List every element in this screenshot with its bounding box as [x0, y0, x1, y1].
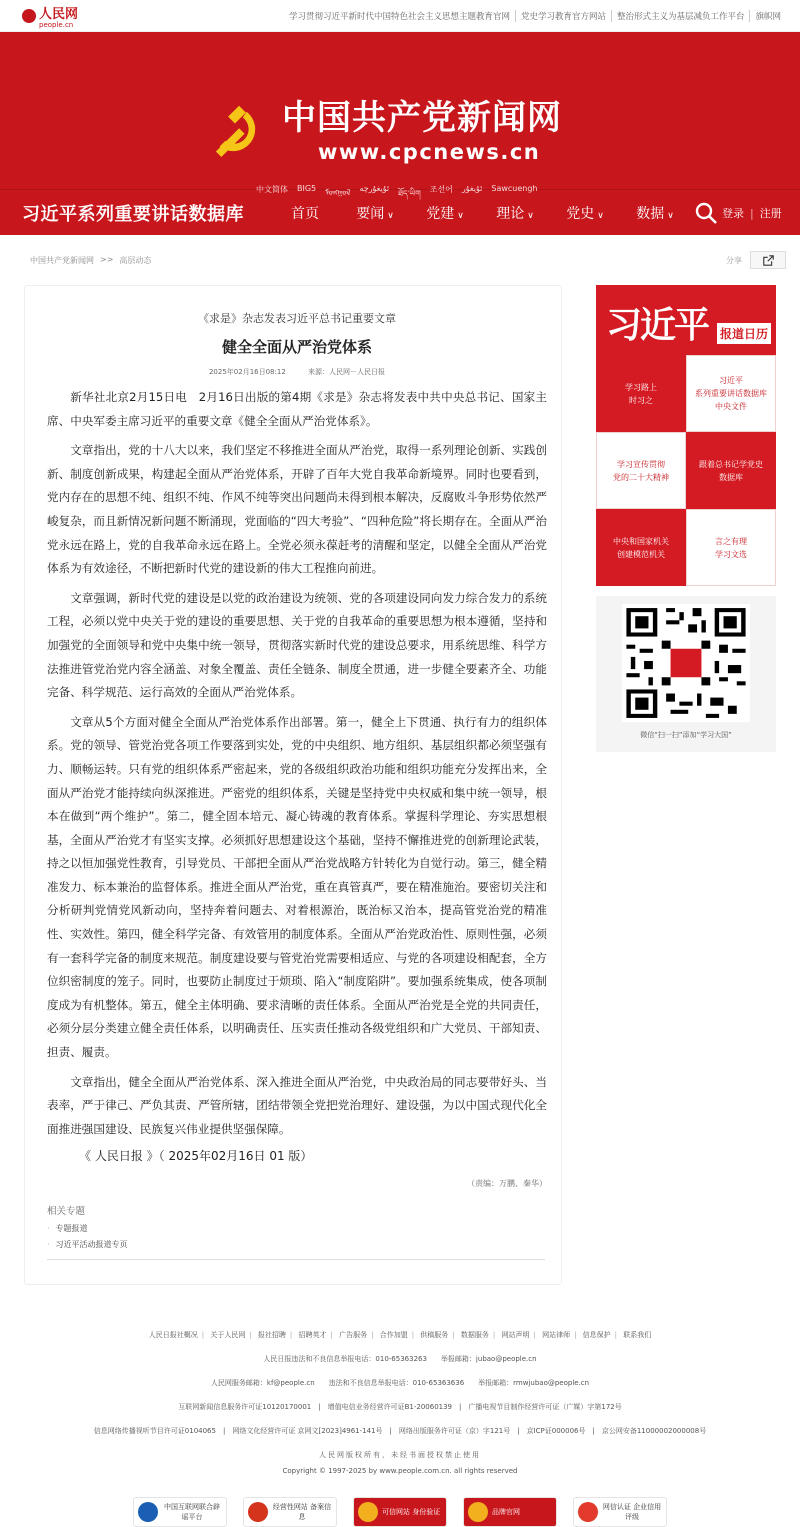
calendar-title: 习近平	[606, 305, 709, 346]
lang-link[interactable]: 조선어	[429, 185, 453, 194]
chevron-down-icon: ∨	[527, 210, 534, 221]
badge-label: 经营性网站 备案信息	[272, 1503, 332, 1521]
footer-link[interactable]: 关于人民网	[210, 1331, 246, 1339]
footer	[0, 1330, 800, 1527]
brand-site-icon	[468, 1502, 488, 1522]
footer-links: 人民日报社概况 | 关于人民网 | 报社招聘 | 招聘英才 | 广告服务 | 合作加盟 | 供稿服务 | 数据服务 | 网站声明 | 网站律师 | 信息保护 | 联系我们	[148, 1331, 652, 1339]
article-paragraph: 文章指出，健全全面从严治党体系、深入推进全面从严治党，中央政治局的同志要带好头、当表率，严于律己、严负其责、严管所辖，团结带领全党把党治理好、建设强，为以中国式现代化全面推进强国建设、民族复兴伟业提供坚强保障。	[47, 1074, 547, 1136]
nav-label: 党史	[566, 205, 595, 222]
login-link[interactable]: 登录	[722, 206, 744, 220]
badge-label: 网信认证 企业信用评级	[602, 1503, 662, 1521]
sidebar-tile[interactable]	[596, 509, 686, 586]
print-source: 《 人民日报 》（ 2025年02月16日 01 版）	[79, 1149, 313, 1164]
top-link[interactable]: 学习贯彻习近平新时代中国特色社会主义思想主题教育官网	[288, 11, 510, 22]
sidebar-tile[interactable]	[686, 509, 776, 586]
nav-label: 要闻	[356, 205, 385, 222]
article-paragraph: 文章强调，新时代党的建设是以党的政治建设为统领、党的各项建设同向发力综合发力的系统工程，必须以党中央关于党的建设的重要思想、关于党的自我革命的重要思想为根本遵循，坚持和加强党的全面领导和党中央集中统一领导，贯彻落实新时代党的建设总要求，用系统思维、科学方法推进管党治党内容全涵盖、对象全覆盖、责任全链条、制度全贯通，进一步健全要素齐全、功能完备、科学规范、运行高效的全面从严治党体系。	[47, 590, 547, 700]
share-label: 分享	[726, 255, 742, 265]
site-banner	[0, 32, 800, 198]
badge-label: 中国互联网联合辟谣平台	[164, 1503, 220, 1521]
share-area	[726, 251, 786, 269]
tile-label: 言之有理 学习文选	[715, 536, 747, 559]
lang-link[interactable]: ئۇيغۇرچە	[359, 184, 390, 193]
tile-label: 跟着总书记学党史 数据库	[699, 459, 763, 482]
badge-label: 可信网站 身份验证	[382, 1508, 441, 1516]
breadcrumb-current[interactable]: 高层动态	[119, 255, 152, 265]
chevron-down-icon: ∨	[667, 210, 674, 221]
article-title: 健全全面从严治党体系	[221, 338, 372, 356]
language-links	[256, 184, 538, 207]
top-bar	[0, 0, 800, 32]
top-link[interactable]: 旗帜网	[749, 10, 786, 22]
police-badge-icon	[248, 1502, 268, 1522]
badge-label: 品牌官网	[492, 1508, 520, 1516]
lang-link[interactable]: ཐོད་ཡིག	[398, 189, 421, 198]
qr-caption: 微信“扫一扫”添加“学习大国”	[640, 731, 732, 739]
article-body	[47, 386, 547, 1141]
sidebar-tile[interactable]	[596, 432, 686, 509]
tile-label: 习近平 系列重要讲话数据库 中央文件	[695, 376, 767, 411]
party-emblem-icon	[208, 104, 266, 162]
article-card	[24, 285, 562, 1285]
footer-link[interactable]: 信息保护	[582, 1331, 611, 1339]
footer-link[interactable]: 合作加盟	[379, 1331, 408, 1339]
related-topics	[47, 1203, 547, 1260]
credit-icon	[578, 1502, 598, 1522]
nav-label: 理论	[496, 205, 525, 222]
top-links	[284, 10, 786, 22]
lang-link[interactable]: BIG5	[297, 184, 317, 193]
people-logo[interactable]	[22, 3, 78, 29]
footer-license-line: 信息网络传播视听节目许可证0104065 | 网络文化经营许可证 京网文[2023]4961-141号 | 网络出版服务许可证（京）字121号 | 京ICP证000006号 | 京公网安备11000002000008号	[93, 1427, 707, 1435]
site-title: 中国共产党新闻网	[282, 98, 562, 138]
top-link[interactable]: 党史学习教育官方网站	[515, 10, 611, 22]
sidebar-tile[interactable]	[596, 355, 686, 432]
top-link[interactable]: 整治形式主义为基层减负工作平台	[611, 10, 750, 22]
article-paragraph: 新华社北京2月15日电 2月16日出版的第4期《求是》杂志将发表中共中央总书记、国家主席、中央军委主席习近平的重要文章《健全全面从严治党体系》。	[47, 390, 547, 428]
editor-credit: （责编：万鹏、秦华）	[467, 1179, 547, 1189]
lang-link[interactable]: ئۇيغۇر	[461, 184, 483, 193]
footer-link[interactable]: 报社招聘	[257, 1331, 286, 1339]
nav-label: 首页	[291, 205, 319, 222]
related-title: 相关专题	[47, 1206, 86, 1218]
footer-license-line: 互联网新闻信息服务许可证10120170001 | 增值电信业务经营许可证B1-20060139 | 广播电视节目制作经营许可证（广媒）字第172号	[178, 1403, 622, 1411]
article-subtitle: 《求是》杂志发表习近平总书记重要文章	[198, 312, 396, 325]
chevron-down-icon: ∨	[387, 210, 394, 221]
chevron-down-icon: ∨	[597, 210, 604, 221]
chevron-down-icon: ∨	[457, 210, 464, 221]
footer-link[interactable]: 供稿服务	[420, 1331, 449, 1339]
related-link[interactable]: · 习近平活动报道专页	[47, 1237, 547, 1253]
share-button[interactable]	[750, 251, 786, 269]
share-icon	[763, 255, 774, 266]
article-date: 2025年02月16日08:12	[208, 368, 286, 376]
trusted-site-icon	[358, 1502, 378, 1522]
qr-block	[596, 596, 776, 752]
search-icon[interactable]	[694, 201, 718, 225]
calendar-tag: 报道日历	[717, 323, 771, 344]
nav-label: 党建	[426, 205, 455, 222]
site-url: www.cpcnews.cn	[318, 140, 541, 164]
sidebar	[596, 285, 776, 1285]
report-calendar-banner[interactable]	[596, 285, 776, 355]
sidebar-tile[interactable]	[686, 432, 776, 509]
nav-item-data[interactable]	[620, 203, 690, 223]
logo-sub: people.cn	[39, 20, 74, 29]
footer-link[interactable]: 网站律师	[542, 1331, 571, 1339]
tile-label: 学习路上 时习之	[625, 382, 657, 405]
footer-link[interactable]: 招聘英才	[298, 1331, 327, 1339]
related-link[interactable]: · 专题报道	[47, 1221, 547, 1237]
lang-link[interactable]: 中文简体	[256, 185, 288, 194]
logo-text: 人民网	[39, 6, 79, 22]
footer-report-line: 人民日报违法和不良信息举报电话：010-65363263 举报邮箱：jubao@people.cn	[263, 1355, 537, 1363]
nav-brand[interactable]: 习近平系列重要讲话数据库	[22, 203, 244, 225]
auth-links: 登录 | 注册	[722, 206, 782, 220]
footer-link[interactable]: 数据服务	[460, 1331, 489, 1339]
footer-link[interactable]: 人民日报社概况	[148, 1331, 198, 1339]
footer-copyright: Copyright © 1997-2025 by www.people.com.cn. all rights reserved	[282, 1467, 518, 1475]
piyao-icon	[138, 1502, 158, 1522]
tile-label: 中央和国家机关 创建模范机关	[613, 536, 669, 559]
breadcrumb-sep: >>	[100, 254, 114, 264]
tile-label: 学习宣传贯彻 党的二十大精神	[613, 459, 669, 482]
footer-link[interactable]: 联系我们	[623, 1331, 652, 1339]
nav-label: 数据	[636, 205, 665, 222]
people-logo-icon	[22, 9, 36, 23]
register-link[interactable]: 注册	[759, 206, 782, 220]
article-paragraph: 文章从5个方面对健全全面从严治党体系作出部署。第一，健全上下贯通、执行有力的组织体系。党的领导、管党治党各项工作要落到实处，党的中央组织、地方组织、基层组织都必须坚强有力、顺畅运转。只有党的组织体系严密起来，党的各级组织政治功能和组织功能充分发挥出来，全面从严治党才能持续向纵深推进。严密党的组织体系，关键是坚持党中央权威和集中统一领导，根本在做到“两个维护”。第二，健全固本培元、凝心铸魂的教育体系。掌握科学理论、夯实思想根基，全面从严治党才有坚实支撑。必须抓好思想建设这个基础，坚持不懈推进党的创新理论武装，持之以恒加强党性教育，引导党员、干部把全面从严治党战略方针转化为自觉行动。第三，健全精准发力、标本兼治的监督体系。推进全面从严治党，重在真管真严，要在精准施治。要密切关注和分析研判党情党风新动向，坚持奔着问题去、对着根源治，既治标又治本，提高管党治党的精准性、实效性。第四，健全科学完备、有效管用的制度体系。全面从严治党政治性、原则性强，必须有一套科学完备的制度来规范。制度建设要与管党治党需要相适应、与党的各项建设相配套，全方位织密制度的笼子。同时，也要防止制度过于烦琐、陷入“制度陷阱”。要加强系统集成，使各项制度成为有机整体。第五，健全主体明确、要求清晰的责任体系。全面从严治党是全党的共同责任，必须分层分类建立健全责任体系，以明确责任、压实责任推动各级党组织和广大党员、干部知责、担责、履责。	[47, 714, 547, 1060]
breadcrumb	[30, 255, 151, 266]
sidebar-tile[interactable]	[686, 355, 776, 432]
footer-contact-line: 人民网服务邮箱：kf@people.cn 违法和不良信息举报电话：010-65363636 举报邮箱：rmwjubao@people.cn	[210, 1379, 590, 1387]
lang-link[interactable]: ᠮᠣᠩᠭᠣᠯ	[325, 188, 351, 197]
article-paragraph: 文章指出，党的十八大以来，我们坚定不移推进全面从严治党，取得一系列理论创新、实践创新、制度创新成果，构建起全面从严治党体系，开辟了百年大党自我革命新境界。同时也要看到，党内存在的思想不纯、组织不纯、作风不纯等突出问题尚未得到根本解决，反腐败斗争形势依然严峻复杂，而且新情况新问题不断涌现，党面临的“四大考验”、“四种危险”将长期存在。全面从严治党永远在路上，党的自我革命永远在路上。全党必须永葆赶考的清醒和坚定，以健全全面从严治党体系为有效途径，不断把新时代党的建设新的伟大工程推向前进。	[47, 443, 547, 576]
footer-rights: 人民网版权所有，未经书面授权禁止使用	[319, 1451, 481, 1459]
footer-link[interactable]: 网站声明	[501, 1331, 530, 1339]
qr-code-icon	[622, 604, 750, 722]
article-meta	[47, 367, 547, 377]
lang-link[interactable]: Sawcuengh	[491, 184, 538, 193]
article-source: 来源：人民网－人民日报	[308, 368, 386, 376]
breadcrumb-home[interactable]: 中国共产党新闻网	[30, 255, 94, 265]
nav-item-history[interactable]	[550, 203, 620, 223]
footer-link[interactable]: 广告服务	[339, 1331, 368, 1339]
